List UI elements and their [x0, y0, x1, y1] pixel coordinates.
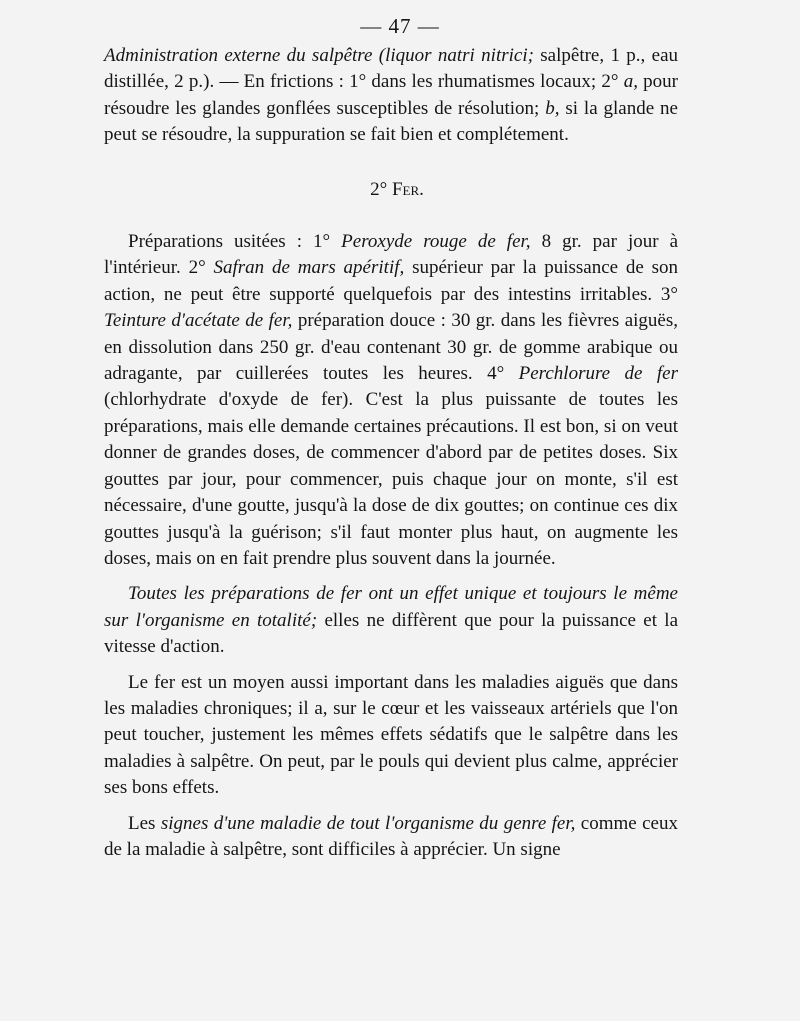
section-number: 2°: [370, 178, 388, 200]
intro-text: salpêtre, 1 p., eau distillée, 2 p.). — En frictions : 1° dans les rhumatismes locaux; 2°: [104, 45, 678, 93]
preparations-text-2: 8 gr. par jour à l'intérieur. 2°: [104, 231, 679, 279]
signs-text-2: comme ceux de la maladie à salpêtre, sont difficiles à apprécier. Un signe: [104, 812, 678, 860]
preparations-text-3: supérieur par la puissance de son action, ne peut être supporté quelquefois par des intestins irritables. 3°: [104, 257, 679, 305]
preparations-text-5: (chlorhydrate d'oxyde de fer). C'est la plus puissante de toutes les préparations, mais elle demande certaines précautions. Il est bon, si on veut donner de grandes doses, de commencer d'abord par de petites doses. Six gouttes par jour, pour commencer, puis chaque jour on monte, s'il est nécessaire, d'une goutte, jusqu'à la dose de dix gouttes; on continue ces dix gouttes jusqu'à la guérison; s'il faut monter plus haut, on augmente les doses, mais on en fait prendre plus souvent dans la journée.: [104, 389, 678, 569]
signs-paragraph: [104, 811, 678, 864]
prep-teinture: Teinture d'acétate de fer,: [104, 310, 293, 332]
preparations-text-1: Préparations usitées : 1°: [128, 231, 342, 253]
prep-safran: Safran de mars apéritif,: [213, 257, 405, 279]
page-number: — 47 —: [360, 14, 440, 38]
intro-text-2: pour résoudre les glandes gonflées susceptibles de résolution;: [104, 71, 679, 119]
section-title: Fer.: [391, 178, 424, 200]
intro-paragraph: [104, 43, 678, 149]
preparations-paragraph: [104, 229, 678, 572]
intro-item-a: a,: [623, 71, 638, 93]
section-heading: [104, 177, 678, 203]
intro-italic-lead: Administration externe du salpêtre (liquor natri nitrici;: [104, 45, 534, 66]
body-text: [104, 43, 678, 863]
effect-paragraph: [104, 581, 678, 660]
intro-text-3: si la glande ne peut se résoudre, la suppuration se fait bien et complétement.: [104, 97, 678, 146]
prep-perchlorure: Perchlorure de fer: [518, 363, 678, 385]
intro-item-b: b,: [545, 97, 560, 119]
signs-text-1: Les: [128, 812, 161, 834]
prep-peroxyde: Peroxyde rouge de fer,: [341, 231, 531, 253]
preparations-text-4: préparation douce : 30 gr. dans les fièvres aiguës, en dissolution dans 250 gr. d'eau contenant 30 gr. de gomme arabique ou adragante, par cuillerées toutes les heures. 4°: [104, 310, 678, 385]
effect-text: elles ne diffèrent que pour la puissance et la vitesse d'action.: [104, 609, 678, 658]
signs-italic: signes d'une maladie de tout l'organisme du genre fer,: [160, 812, 576, 834]
importance-paragraph: Le fer est un moyen aussi important dans les maladies aiguës que dans les maladies chroniques; il a, sur le cœur et les vaisseaux artériels que l'on peut toucher, justement les mêmes effets sédatifs que le salpêtre dans les maladies à salpêtre. On peut, par le pouls qui devient plus calme, apprécier ses bons effets.: [104, 671, 678, 799]
effect-italic: Toutes les préparations de fer ont un effet unique et toujours le même sur l'organisme en totalité;: [104, 583, 678, 631]
